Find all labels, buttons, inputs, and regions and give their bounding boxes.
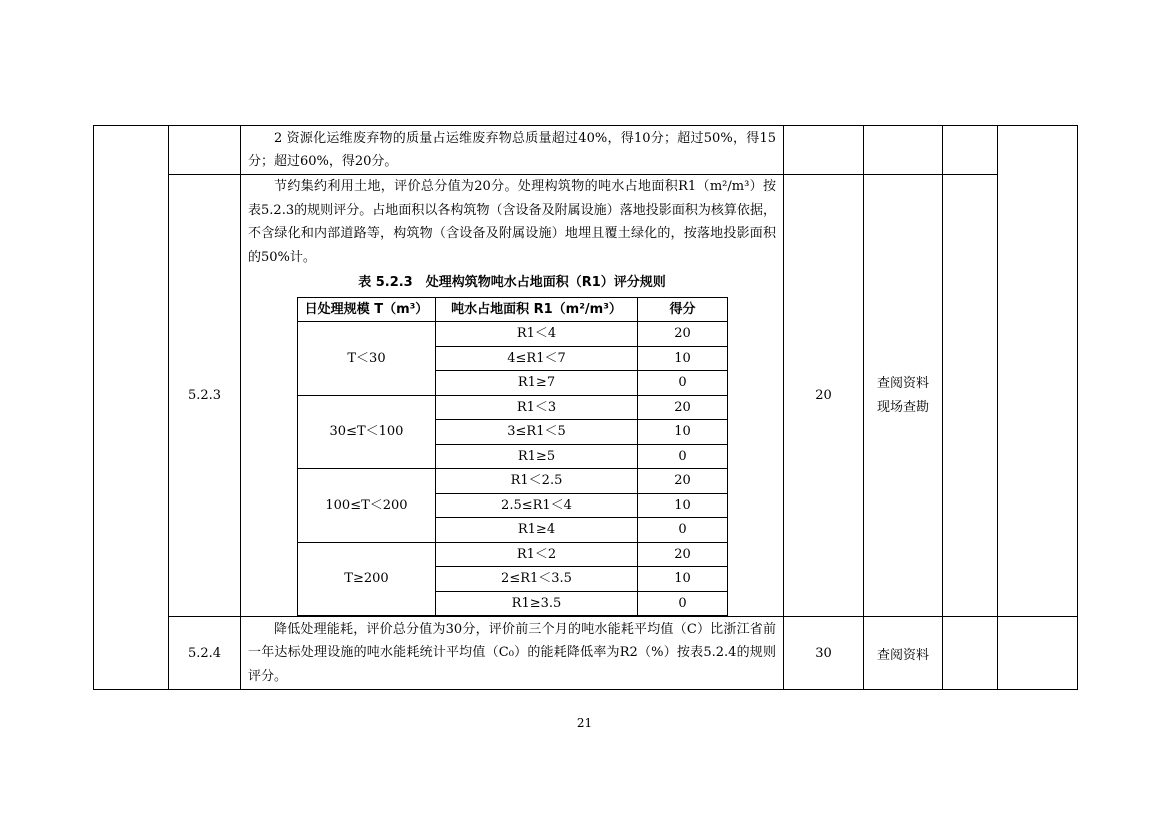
row1-code-cell <box>169 126 241 175</box>
row3-paragraph: 降低处理能耗，评价总分值为30分，评价前三个月的吨水能耗平均值（C）比浙江省前一年达标处理设施的吨水能耗统计平均值（C₀）的能耗降低率为R2（%）按表5.2.4的规则评分。 <box>248 621 776 684</box>
header-area: 吨水占地面积 R1（m²/m³） <box>436 297 638 322</box>
scale-cell: T≥200 <box>298 542 436 616</box>
score-cell: 20 <box>638 322 728 347</box>
scoring-row <box>298 395 728 420</box>
row2-score-cell <box>943 175 998 617</box>
area-range-cell: R1≥5 <box>436 444 638 469</box>
row1-method-cell <box>864 126 943 175</box>
scale-cell: 30≤T＜100 <box>298 395 436 469</box>
score-cell: 10 <box>638 420 728 445</box>
scoring-rules-table <box>297 297 728 617</box>
scale-cell: T＜30 <box>298 322 436 396</box>
area-range-cell: R1≥7 <box>436 371 638 396</box>
area-range-cell: R1＜2 <box>436 542 638 567</box>
area-range-cell: 4≤R1＜7 <box>436 346 638 371</box>
row2-method <box>864 175 943 617</box>
page-number: 21 <box>576 716 593 730</box>
row2-method-line1: 查阅资料 <box>876 375 929 391</box>
area-range-cell: R1＜4 <box>436 322 638 347</box>
row2-code: 5.2.3 <box>169 175 241 617</box>
area-range-cell: R1≥3.5 <box>436 591 638 616</box>
row3-score-cell <box>943 617 998 690</box>
header-scale: 日处理规模 T（m³） <box>298 297 436 322</box>
evaluation-table <box>93 125 1078 690</box>
table-caption: 表 5.2.3 处理构筑物吨水占地面积（R1）评分规则 <box>358 275 666 290</box>
score-cell: 20 <box>638 469 728 494</box>
scoring-row <box>298 322 728 347</box>
category-cell <box>94 126 169 690</box>
area-range-cell: R1＜3 <box>436 395 638 420</box>
row2-content <box>241 175 784 617</box>
row1-text: 2 资源化运维废弃物的质量占运维废弃物总质量超过40%，得10分；超过50%，得15分；超过60%，得20分。 <box>241 126 784 175</box>
score-cell: 10 <box>638 567 728 592</box>
row2-total: 20 <box>784 175 864 617</box>
score-cell: 20 <box>638 542 728 567</box>
scale-cell: 100≤T＜200 <box>298 469 436 543</box>
area-range-cell: 2≤R1＜3.5 <box>436 567 638 592</box>
row3-content <box>241 617 784 690</box>
area-range-cell: R1≥4 <box>436 518 638 543</box>
score-cell: 0 <box>638 518 728 543</box>
row3-notes-cell <box>998 617 1078 690</box>
row2-paragraph: 节约集约利用土地，评价总分值为20分。处理构筑物的吨水占地面积R1（m²/m³）按表5.2.3的规则评分。占地面积以各构筑物（含设备及附属设施）落地投影面积为核算依据，不含绿化和内部道路等，构筑物（含设备及附属设施）地埋且覆土绿化的，按落地投影面积的50%计。 <box>248 179 776 265</box>
scoring-row <box>298 469 728 494</box>
area-range-cell: R1＜2.5 <box>436 469 638 494</box>
header-score: 得分 <box>638 297 728 322</box>
row3-total: 30 <box>784 617 864 690</box>
row1-total-cell <box>784 126 864 175</box>
score-cell: 0 <box>638 591 728 616</box>
row1-score-cell <box>943 126 998 175</box>
score-cell: 20 <box>638 395 728 420</box>
score-cell: 10 <box>638 493 728 518</box>
scoring-row <box>298 542 728 567</box>
area-range-cell: 3≤R1＜5 <box>436 420 638 445</box>
scoring-rules-body <box>298 297 728 616</box>
score-cell: 0 <box>638 444 728 469</box>
notes-cell <box>998 126 1078 617</box>
row3-method: 查阅资料 <box>864 617 943 690</box>
area-range-cell: 2.5≤R1＜4 <box>436 493 638 518</box>
row3-code: 5.2.4 <box>169 617 241 690</box>
score-cell: 10 <box>638 346 728 371</box>
score-cell: 0 <box>638 371 728 396</box>
row2-method-line2: 现场查勘 <box>876 399 929 415</box>
